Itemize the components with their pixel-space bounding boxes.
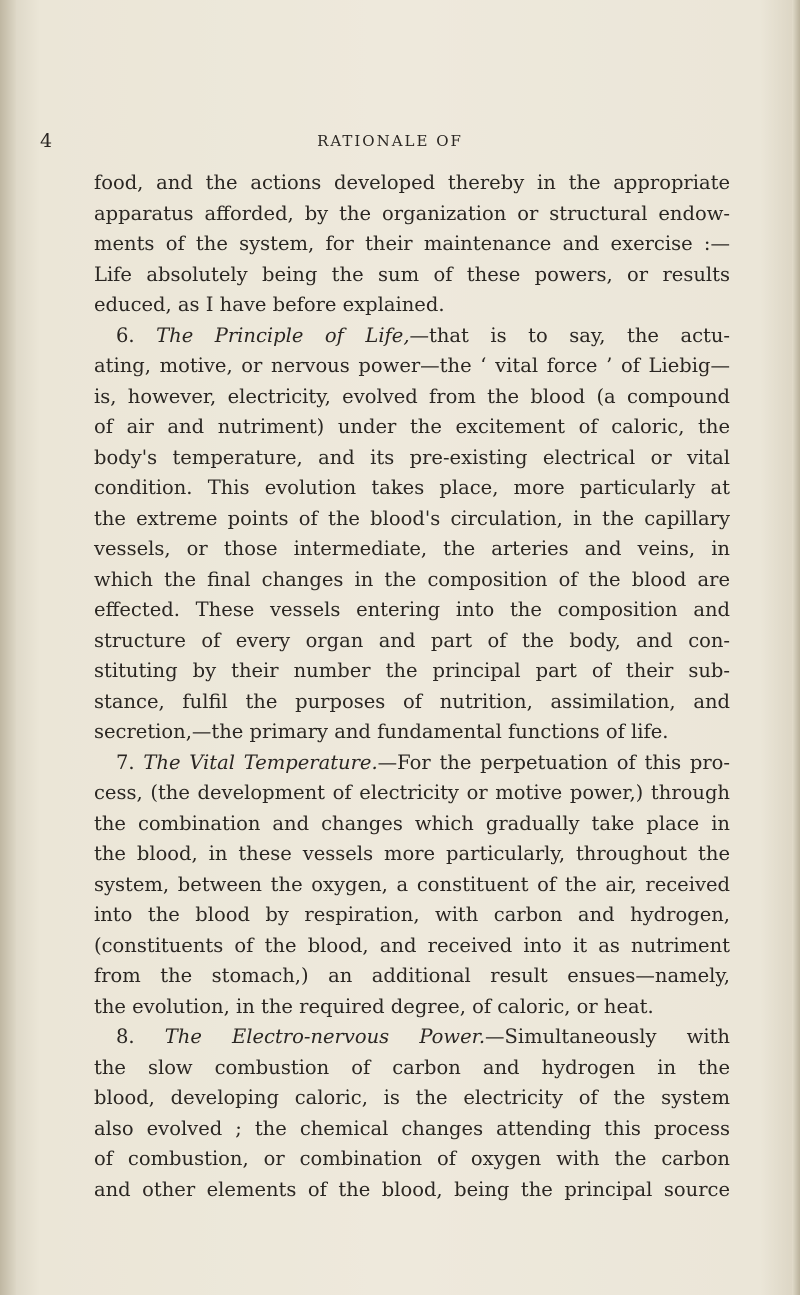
section-number: 7. [116,750,144,774]
text-line: system, between the oxygen, a constituent of the air, received [94,872,730,896]
text-line: from the stomach,) an additional result ensues—namely, [94,964,730,987]
text-line: of air and nutriment) under the excitement of caloric, the [94,415,730,438]
text-line: of combustion, or combination of oxygen with the carbon [94,1147,730,1170]
text-line: and other elements of the blood, being the principal source [94,1177,730,1201]
page-edge-shadow [792,0,800,1295]
text-line: the extreme points of the blood's circulation, in the capillary [94,506,730,530]
text-line: stance, fulfil the purposes of nutrition, assimilation, and [94,689,730,713]
text-line: food, and the actions developed thereby in the appropriate [94,171,730,194]
text-line: into the blood by respiration, with carbon and hydrogen, [94,903,730,926]
text-line: the combination and changes which gradually take place in [94,811,730,835]
text-line: the blood, in these vessels more particularly, throughout the [94,842,730,865]
section-text: —Simultaneously with [485,1025,730,1048]
section-heading-line [94,321,730,352]
text-line: the slow combustion of carbon and hydrogen in the [94,1055,730,1079]
section-title: The Electro-nervous Power. [164,1025,486,1048]
page-header [40,130,740,158]
text-line: (constituents of the blood, and received into it as nutriment [94,933,730,957]
text-line: Life absolutely being the sum of these powers, or results [94,262,730,286]
text-line: cess, (the development of electricity or motive power,) through [94,781,730,804]
body-text [94,168,730,1205]
section-number: 6. [116,323,157,347]
text-line: apparatus afforded, by the organization or structural endow- [94,201,730,225]
section-text: —that is to say, the actu- [409,323,730,347]
running-title: RATIONALE OF [317,132,463,150]
section-title: The Principle of Life, [156,323,410,347]
section-text: —For the perpetuation of this pro- [377,750,730,774]
text-line: stituting by their number the principal part of their sub- [94,659,730,682]
text-line: ments of the system, for their maintenance and exercise :— [94,232,730,255]
text-line: condition. This evolution takes place, more particularly at [94,476,730,499]
text-line: structure of every organ and part of the body, and con- [94,628,730,652]
text-line: also evolved ; the chemical changes attending this process [94,1116,730,1140]
text-line: the evolution, in the required degree, of caloric, or heat. [94,994,654,1018]
section-heading-line [94,748,730,779]
text-line: vessels, or those intermediate, the arteries and veins, in [94,537,730,560]
text-line: effected. These vessels entering into the composition and [94,598,730,621]
text-line: blood, developing caloric, is the electricity of the system [94,1086,730,1109]
section-heading-line [94,1022,730,1053]
text-line: body's temperature, and its pre-existing electrical or vital [94,445,730,469]
section-number: 8. [116,1025,165,1048]
page-number: 4 [40,130,53,152]
page-binding-shadow [0,0,16,1295]
section-title: The Vital Temperature. [143,750,378,774]
text-line: secretion,—the primary and fundamental functions of life. [94,720,669,743]
text-line: is, however, electricity, evolved from the blood (a compound [94,384,730,408]
text-line: ating, motive, or nervous power—the ‘ vital force ’ of Liebig— [94,354,730,377]
text-line: which the final changes in the composition of the blood are [94,567,730,591]
text-line: educed, as I have before explained. [94,293,445,316]
